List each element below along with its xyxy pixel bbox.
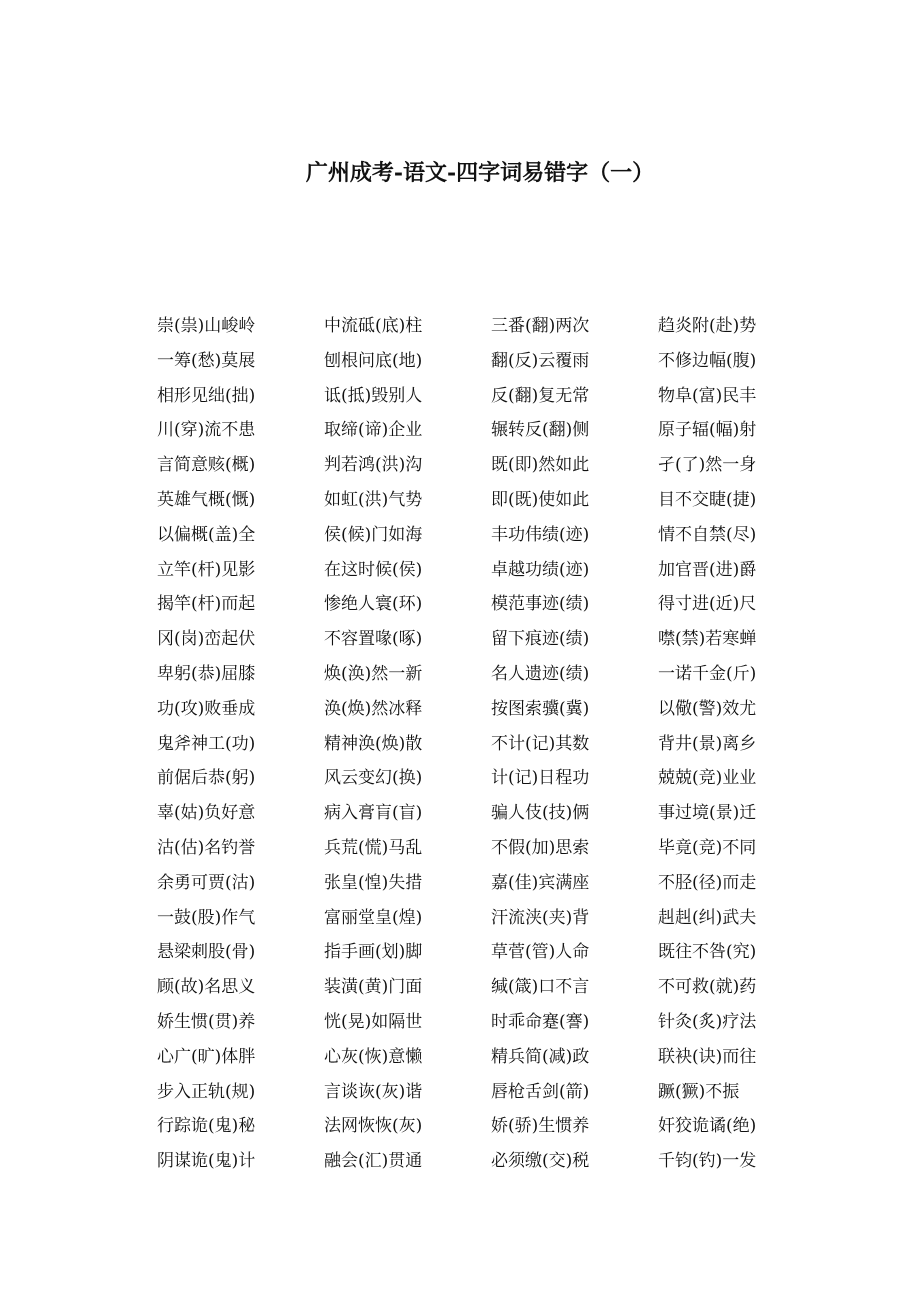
word-entry: 计(记)日程功 [491,768,590,789]
word-entry: 言谈诙(灰)谐 [324,1081,423,1102]
word-entry: 如虹(洪)气势 [324,489,423,510]
word-entry: 卓越功绩(迹) [491,559,590,580]
word-entry: 加官晋(进)爵 [658,559,757,580]
word-entry: 装潢(黄)门面 [324,977,423,998]
word-entry: 兢兢(竞)业业 [658,768,757,789]
word-entry: 一鼓(股)作气 [157,907,256,928]
word-entry: 蹶(獗)不振 [658,1081,740,1102]
word-entry: 缄(箴)口不言 [491,977,590,998]
word-entry: 情不自禁(尽) [658,524,757,545]
word-entry: 不可救(就)药 [658,977,757,998]
word-entry: 精兵简(减)政 [491,1046,590,1067]
word-entry: 焕(涣)然一新 [324,663,423,684]
word-entry: 模范事迹(绩) [491,594,590,615]
word-entry: 既(即)然如此 [491,455,590,476]
word-entry: 毕竟(竞)不同 [658,837,757,858]
word-entry: 汗流浃(夹)背 [491,907,590,928]
word-entry: 英雄气概(慨) [157,489,256,510]
word-entry: 不胫(径)而走 [658,872,757,893]
word-entry: 背井(景)离乡 [658,733,757,754]
word-entry: 功(攻)败垂成 [157,698,256,719]
word-entry: 鬼斧神工(功) [157,733,256,754]
word-entry: 崇(祟)山峻岭 [157,316,256,336]
word-entry: 卑躬(恭)屈膝 [157,663,256,684]
word-entry: 名人遗迹(绩) [491,663,590,684]
word-entry: 不修边幅(腹) [658,350,757,371]
page-title: 广州成考-语文-四字词易错字（一） [305,160,655,186]
word-entry: 心灰(恢)意懒 [324,1046,423,1067]
word-entry: 沽(估)名钓誉 [157,837,256,858]
word-entry: 融会(汇)贯通 [324,1151,423,1172]
word-entry: 冈(岗)峦起伏 [157,629,256,650]
word-entry: 指手画(划)脚 [324,942,423,963]
word-entry: 步入正轨(规) [157,1081,256,1102]
word-entry: 揭竿(杆)而起 [157,594,256,615]
word-entry: 三番(翻)两次 [491,316,590,336]
word-entry: 富丽堂皇(煌) [324,907,423,928]
word-entry: 中流砥(底)柱 [324,316,423,336]
word-entry: 联袂(诀)而往 [658,1046,757,1067]
word-entry: 得寸进(近)尺 [658,594,757,615]
word-entry: 以偏概(盖)全 [157,524,256,545]
word-entry: 心广(旷)体胖 [157,1046,256,1067]
word-entry: 取缔(谛)企业 [324,420,423,441]
word-entry: 不假(加)思索 [491,837,590,858]
word-entry: 张皇(惶)失措 [324,872,423,893]
word-entry: 趋炎附(赴)势 [658,316,757,336]
word-entry: 娇(骄)生惯养 [491,1116,590,1137]
word-entry: 病入膏肓(盲) [324,803,423,824]
word-entry: 反(翻)复无常 [491,385,590,406]
word-entry: 草菅(管)人命 [491,942,590,963]
word-entry: 立竿(杆)见影 [157,559,256,580]
word-entry: 兵荒(慌)马乱 [324,837,423,858]
word-entry: 顾(故)名思义 [157,977,256,998]
word-entry: 噤(禁)若寒蝉 [658,629,757,650]
word-entry: 丰功伟绩(迹) [491,524,590,545]
word-entry: 辗转反(翻)侧 [491,420,590,441]
word-entry: 判若鸿(洪)沟 [324,455,423,476]
word-entry: 针灸(炙)疗法 [658,1011,757,1032]
word-entry: 恍(晃)如隔世 [324,1011,423,1032]
word-entry: 翻(反)云覆雨 [491,350,590,371]
word-entry: 骗人伎(技)俩 [491,803,590,824]
word-entry: 既往不咎(究) [658,942,757,963]
word-entry: 前倨后恭(躬) [157,768,256,789]
word-entry: 孑(了)然一身 [658,455,757,476]
word-entry: 风云变幻(换) [324,768,423,789]
word-entry: 不计(记)其数 [491,733,590,754]
word-entry: 诋(抵)毁别人 [324,385,423,406]
word-entry: 涣(焕)然冰释 [324,698,423,719]
word-entry: 精神涣(焕)散 [324,733,423,754]
word-entry: 必须缴(交)税 [491,1151,590,1172]
word-entry: 刨根问底(地) [324,350,423,371]
word-entry: 按图索骥(冀) [491,698,590,719]
word-table [157,309,788,1179]
word-entry: 侯(候)门如海 [324,524,423,545]
word-entry: 物阜(富)民丰 [658,385,757,406]
word-entry: 一诺千金(斤) [658,663,757,684]
word-entry: 千钧(钓)一发 [658,1151,757,1172]
word-entry: 原子辐(幅)射 [658,420,757,441]
word-entry: 赳赳(纠)武夫 [658,907,757,928]
word-entry: 时乖命蹇(謇) [491,1011,590,1032]
word-entry: 言简意赅(概) [157,455,256,476]
word-entry: 川(穿)流不患 [157,420,256,441]
word-entry: 法网恢恢(灰) [324,1116,423,1137]
word-entry: 相形见绌(拙) [157,385,256,406]
word-entry: 行踪诡(鬼)秘 [157,1116,256,1137]
word-entry: 以儆(警)效尤 [658,698,757,719]
word-entry: 不容置喙(啄) [324,629,423,650]
word-entry: 辜(姑)负好意 [157,803,256,824]
word-entry: 惨绝人寰(环) [324,594,423,615]
word-entry: 悬梁刺股(骨) [157,942,256,963]
word-entry: 余勇可贾(沽) [157,872,256,893]
word-entry: 嘉(佳)宾满座 [491,872,590,893]
word-entry: 目不交睫(捷) [658,489,757,510]
word-entry: 留下痕迹(绩) [491,629,590,650]
word-entry: 事过境(景)迁 [658,803,757,824]
word-entry: 娇生惯(贯)养 [157,1011,256,1032]
word-entry: 一筹(愁)莫展 [157,350,256,371]
word-entry: 唇枪舌剑(箭) [491,1081,590,1102]
word-entry: 阴谋诡(鬼)计 [157,1151,256,1172]
word-entry: 即(既)使如此 [491,489,590,510]
word-entry: 奸狡诡谲(绝) [658,1116,757,1137]
word-entry: 在这时候(侯) [324,559,423,580]
